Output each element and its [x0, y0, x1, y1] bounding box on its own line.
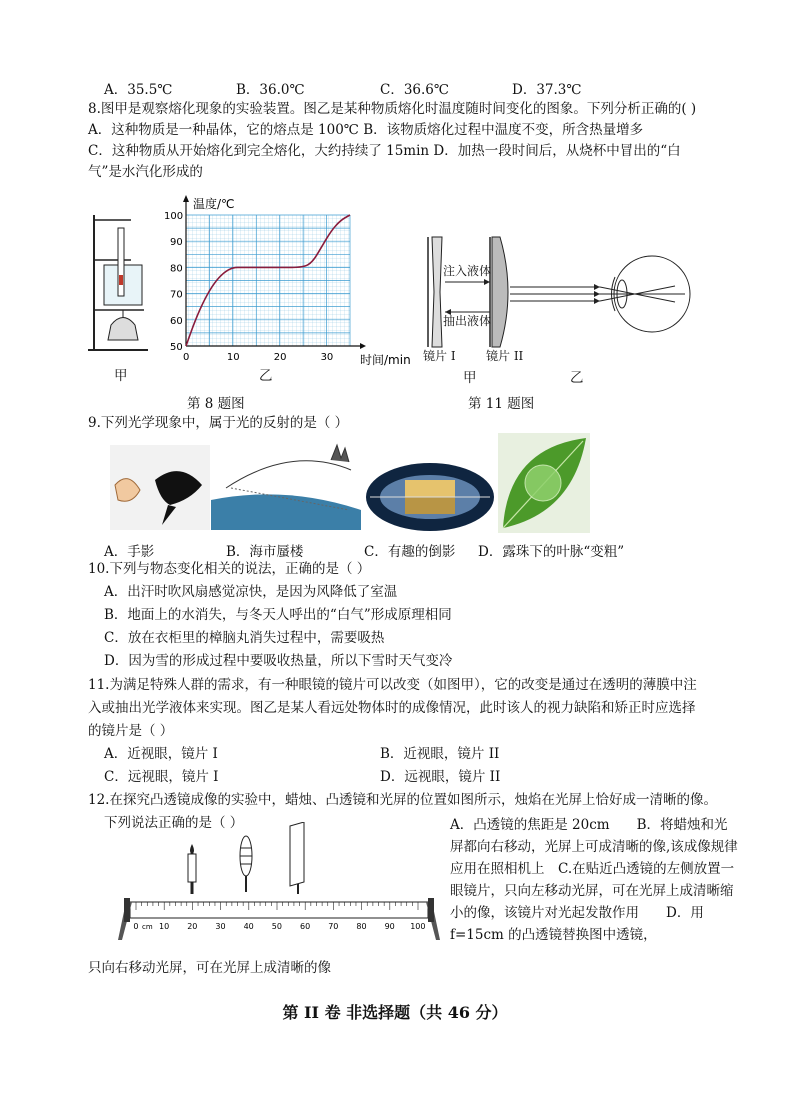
scale-label: 30 [215, 922, 226, 931]
q7-option-c: C．36.6℃ [380, 82, 449, 98]
scale-label: 0 [133, 922, 139, 931]
q9-option-d: D．露珠下的叶脉“变粗” [478, 544, 625, 560]
q8-options-cd: C．这种物质从开始熔化到完全熔化，大约持续了 15min D．加热一段时间后，从烧杯中冒出的“白 [88, 143, 681, 159]
reflection-image [365, 462, 495, 532]
y-axis-label: 温度/℃ [193, 197, 235, 211]
y-tick-label: 70 [170, 289, 183, 301]
q9-stem: 9.下列光学现象中，属于光的反射的是（ ） [88, 415, 349, 431]
q7-option-b: B．36.0℃ [236, 82, 305, 98]
lens-i-shape [432, 237, 442, 347]
q7-option-a: A．35.5℃ [104, 82, 173, 98]
mirage-image [211, 440, 361, 530]
lens-ii-shape [492, 237, 508, 347]
q8-label-yi: 乙 [259, 368, 273, 384]
hand-shadow-image [110, 445, 210, 530]
scale-label: 10 [159, 922, 170, 931]
x-tick-label: 30 [320, 352, 334, 363]
q11-option-a: A．近视眼，镜片 I [104, 746, 218, 762]
y-tick-label: 80 [170, 263, 183, 275]
q10-stem: 10.下列与物态变化相关的说法，正确的是（ ） [88, 561, 371, 577]
q10-option-d: D．因为雪的形成过程中要吸收热量，所以下雪时天气变冷 [104, 653, 453, 669]
q10-option-b: B．地面上的水消失，与冬天人呼出的“白气”形成原理相同 [104, 607, 452, 623]
section-title: 第 II 卷 非选择题（共 46 分） [282, 1003, 508, 1022]
melting-apparatus-figure [86, 210, 156, 360]
q12-options-text: A．凸透镜的焦距是 20cm B．将蜡烛和光屏都向右移动，光屏上可成清晰的像,该成像规律应用在照相机上 C.在贴近凸透镜的左侧放置一眼镜片，只向左移动光屏，可在光屏上成清晰缩小的像，该镜片对光起发散作用 D．用 f=15cm 的凸透镜替换图中透镜， [450, 817, 738, 943]
q9-option-b: B．海市蜃楼 [226, 544, 304, 560]
label-inject-liquid: 注入液体 [443, 264, 492, 278]
q7-option-d: D．37.3℃ [512, 82, 582, 98]
scale-unit: cm [142, 923, 153, 931]
q8-stem: 8.图甲是观察熔化现象的实验装置。图乙是某种物质熔化时温度随时间变化的图象。下列分析正确的( ) [88, 101, 697, 117]
label-lens-ii: 镜片 II [486, 349, 524, 363]
q11-line-2: 入或抽出光学液体来实现。图乙是某人看远处物体时的成像情况，此时该人的视力缺陷和矫正时应选择 [88, 700, 696, 716]
x-tick-label: 0 [183, 352, 190, 363]
scale-label: 20 [187, 922, 198, 931]
scale-label: 90 [384, 922, 395, 931]
q9-option-c: C．有趣的倒影 [364, 544, 456, 560]
q11-label-jia: 甲 [463, 370, 477, 386]
light-screen-shape [290, 822, 304, 886]
q8-option-d-cont: 气”是水汽化形成的 [88, 164, 203, 180]
scale-label: 70 [328, 922, 339, 931]
q10-option-c: C．放在衣柜里的樟脑丸消失过程中，需要吸热 [104, 630, 385, 646]
y-tick-label: 60 [170, 315, 183, 327]
dewdrop-leaf-image [498, 433, 590, 533]
optical-bench-figure [118, 822, 440, 950]
q12-line-2: 下列说法正确的是（ ） [104, 815, 244, 831]
q8-caption: 第 8 题图 [187, 396, 245, 412]
x-tick-label: 20 [273, 352, 287, 363]
q9-option-a: A．手影 [104, 544, 155, 560]
x-tick-label: 10 [226, 352, 240, 363]
q8-options-ab: A．这种物质是一种晶体，它的熔点是 100℃ B．该物质熔化过程中温度不变，所含热量增多 [88, 122, 644, 138]
q11-label-yi: 乙 [570, 370, 584, 386]
q12-line-1: 12.在探究凸透镜成像的实验中，蜡烛、凸透镜和光屏的位置如图所示，烛焰在光屏上恰好成一清晰的像。 [88, 792, 717, 808]
q8-label-jia: 甲 [114, 368, 128, 384]
temperature-time-chart [160, 190, 430, 370]
scale-label: 100 [410, 922, 426, 931]
q11-line-3: 的镜片是（ ） [88, 723, 174, 739]
q11-option-b: B．近视眼，镜片 II [380, 746, 500, 762]
q11-option-c: C．远视眼，镜片 I [104, 769, 219, 785]
x-axis-label: 时间/min [360, 353, 411, 367]
scale-label: 40 [243, 922, 254, 931]
q12-tail: 只向右移动光屏，可在光屏上成清晰的像 [88, 960, 331, 976]
y-tick-label: 100 [164, 211, 184, 222]
q11-line-1: 11.为满足特殊人群的需求，有一种眼镜的镜片可以改变（如图甲），它的改变是通过在透明的薄膜中注 [88, 677, 697, 693]
scale-label: 80 [356, 922, 367, 931]
scale-label: 60 [300, 922, 311, 931]
y-tick-label: 50 [170, 342, 183, 353]
eyeglass-lens-figure [420, 232, 700, 362]
q11-caption: 第 11 题图 [468, 396, 535, 412]
label-lens-i: 镜片 I [423, 349, 456, 363]
q10-option-a: A．出汗时吹风扇感觉凉快，是因为风降低了室温 [104, 584, 398, 600]
y-tick-label: 90 [170, 237, 183, 249]
q11-option-d: D．远视眼，镜片 II [380, 769, 501, 785]
label-extract-liquid: 抽出液体 [443, 314, 492, 328]
scale-label: 50 [271, 922, 282, 931]
